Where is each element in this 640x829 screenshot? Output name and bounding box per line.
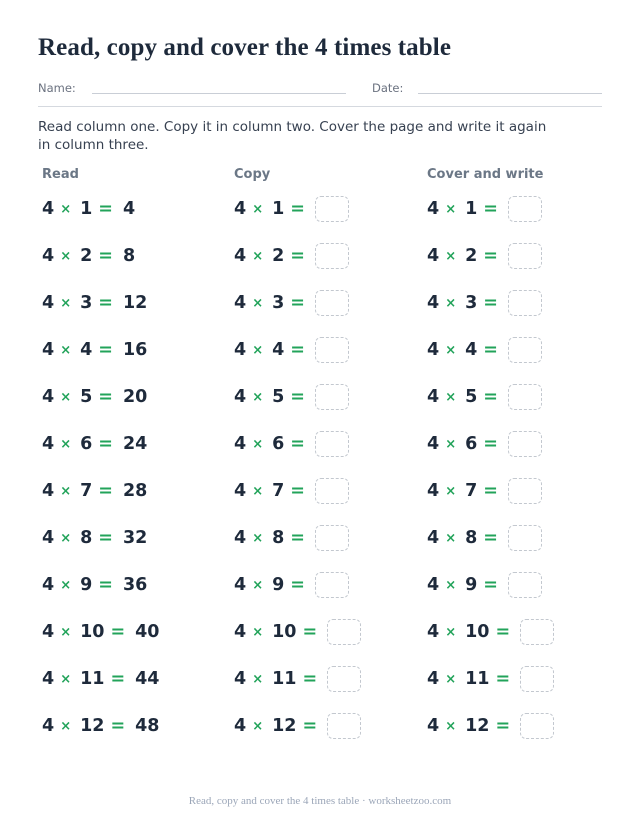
answer-box[interactable] — [508, 290, 542, 316]
times-sign: × — [60, 530, 72, 546]
read-row — [42, 477, 147, 505]
equals-sign: = — [483, 575, 498, 595]
read-row — [42, 289, 147, 317]
factor-a: 4 — [42, 199, 55, 219]
cover-row — [427, 242, 542, 270]
equals-sign: = — [483, 387, 498, 407]
read-row — [42, 242, 135, 270]
column-header-read: Read — [42, 167, 79, 182]
cover-row — [427, 618, 554, 646]
equals-sign: = — [290, 481, 305, 501]
product: 40 — [135, 622, 160, 642]
factor-a: 4 — [234, 481, 247, 501]
equals-sign: = — [98, 575, 113, 595]
times-sign: × — [445, 295, 457, 311]
cover-row — [427, 712, 554, 740]
read-row — [42, 524, 147, 552]
factor-b: 5 — [465, 387, 478, 407]
times-sign: × — [445, 248, 457, 264]
factor-a: 4 — [234, 340, 247, 360]
factor-b: 4 — [272, 340, 285, 360]
product: 4 — [122, 199, 136, 219]
factor-a: 4 — [234, 387, 247, 407]
copy-row — [234, 712, 361, 740]
product: 16 — [122, 340, 148, 360]
factor-a: 4 — [42, 669, 55, 689]
equals-sign: = — [302, 669, 318, 689]
factor-b: 12 — [80, 716, 105, 736]
copy-row — [234, 195, 349, 223]
factor-b: 11 — [272, 669, 297, 689]
cover-row — [427, 524, 542, 552]
times-sign: × — [60, 483, 72, 499]
times-sign: × — [60, 389, 72, 405]
times-sign: × — [252, 671, 264, 687]
equals-sign: = — [110, 716, 126, 736]
factor-b: 2 — [465, 246, 478, 266]
factor-a: 4 — [42, 434, 55, 454]
column-header-cover: Cover and write — [427, 167, 544, 182]
times-sign: × — [60, 201, 72, 217]
equals-sign: = — [483, 340, 498, 360]
times-sign: × — [252, 718, 264, 734]
factor-b: 6 — [80, 434, 93, 454]
times-sign: × — [445, 483, 457, 499]
factor-a: 4 — [427, 340, 440, 360]
copy-row — [234, 242, 349, 270]
factor-a: 4 — [42, 387, 55, 407]
answer-box[interactable] — [508, 384, 542, 410]
equals-sign: = — [483, 528, 498, 548]
times-sign: × — [252, 295, 264, 311]
cover-row — [427, 195, 542, 223]
factor-a: 4 — [234, 669, 247, 689]
times-sign: × — [252, 530, 264, 546]
equals-sign: = — [290, 434, 305, 454]
times-sign: × — [252, 436, 264, 452]
equals-sign: = — [483, 434, 498, 454]
equals-sign: = — [290, 387, 305, 407]
cover-row — [427, 430, 542, 458]
factor-b: 6 — [465, 434, 478, 454]
factor-a: 4 — [427, 716, 440, 736]
answer-box[interactable] — [315, 478, 349, 504]
times-sign: × — [252, 389, 264, 405]
answer-box[interactable] — [327, 619, 361, 645]
factor-b: 7 — [80, 481, 93, 501]
product: 48 — [135, 716, 160, 736]
page-footer: Read, copy and cover the 4 times table · worksheetzoo.com — [188, 795, 452, 807]
factor-a: 4 — [42, 622, 55, 642]
copy-row — [234, 289, 349, 317]
times-sign: × — [60, 624, 72, 640]
equals-sign: = — [302, 716, 318, 736]
factor-b: 12 — [272, 716, 297, 736]
answer-box[interactable] — [315, 572, 349, 598]
factor-a: 4 — [427, 528, 440, 548]
answer-box[interactable] — [327, 666, 361, 692]
factor-a: 4 — [42, 575, 55, 595]
cover-row — [427, 383, 542, 411]
answer-box[interactable] — [315, 290, 349, 316]
times-sign: × — [252, 624, 264, 640]
factor-a: 4 — [427, 669, 440, 689]
times-sign: × — [252, 342, 264, 358]
factor-b: 1 — [465, 199, 478, 219]
copy-row — [234, 477, 349, 505]
factor-b: 10 — [80, 622, 105, 642]
equals-sign: = — [290, 199, 305, 219]
times-sign: × — [252, 248, 264, 264]
factor-a: 4 — [42, 481, 55, 501]
equals-sign: = — [495, 622, 511, 642]
equals-sign: = — [98, 293, 113, 313]
product: 12 — [122, 293, 148, 313]
answer-box[interactable] — [508, 478, 542, 504]
factor-b: 2 — [80, 246, 93, 266]
times-sign: × — [252, 577, 264, 593]
factor-b: 10 — [465, 622, 490, 642]
cover-row — [427, 477, 542, 505]
equals-sign: = — [290, 575, 305, 595]
factor-a: 4 — [234, 528, 247, 548]
read-row — [42, 383, 147, 411]
answer-box[interactable] — [508, 525, 542, 551]
factor-b: 7 — [465, 481, 478, 501]
equals-sign: = — [495, 716, 511, 736]
equals-sign: = — [290, 293, 305, 313]
product: 20 — [122, 387, 148, 407]
equals-sign: = — [98, 246, 113, 266]
instructions: Read column one. Copy it in column two. Cover the page and write it again in column three. — [38, 119, 547, 153]
factor-b: 3 — [465, 293, 478, 313]
factor-b: 12 — [465, 716, 490, 736]
answer-box[interactable] — [315, 384, 349, 410]
factor-a: 4 — [234, 716, 247, 736]
equals-sign: = — [483, 293, 498, 313]
product: 36 — [122, 575, 148, 595]
times-sign: × — [445, 436, 457, 452]
factor-a: 4 — [42, 293, 55, 313]
factor-a: 4 — [234, 199, 247, 219]
factor-a: 4 — [234, 434, 247, 454]
times-sign: × — [445, 389, 457, 405]
read-row — [42, 430, 147, 458]
answer-box[interactable] — [508, 196, 542, 222]
header-divider — [38, 106, 602, 107]
times-sign: × — [445, 342, 457, 358]
factor-b: 10 — [272, 622, 297, 642]
copy-row — [234, 618, 361, 646]
times-sign: × — [252, 201, 264, 217]
equals-sign: = — [290, 246, 305, 266]
answer-box[interactable] — [315, 337, 349, 363]
times-sign: × — [445, 671, 457, 687]
equals-sign: = — [98, 340, 113, 360]
equals-sign: = — [98, 387, 113, 407]
factor-b: 4 — [465, 340, 478, 360]
name-label: Name: — [38, 81, 76, 95]
answer-box[interactable] — [508, 243, 542, 269]
answer-box[interactable] — [520, 619, 554, 645]
product: 8 — [122, 246, 136, 266]
factor-a: 4 — [427, 199, 440, 219]
equals-sign: = — [98, 481, 113, 501]
times-sign: × — [445, 577, 457, 593]
copy-row — [234, 336, 349, 364]
factor-a: 4 — [427, 481, 440, 501]
factor-b: 11 — [80, 669, 105, 689]
cover-row — [427, 665, 554, 693]
read-row — [42, 195, 135, 223]
answer-box[interactable] — [508, 572, 542, 598]
factor-a: 4 — [427, 387, 440, 407]
date-label: Date: — [372, 81, 404, 95]
factor-b: 8 — [80, 528, 93, 548]
factor-b: 9 — [272, 575, 285, 595]
answer-box[interactable] — [520, 713, 554, 739]
copy-row — [234, 524, 349, 552]
factor-b: 4 — [80, 340, 93, 360]
equals-sign: = — [495, 669, 511, 689]
product: 28 — [122, 481, 148, 501]
factor-a: 4 — [427, 622, 440, 642]
factor-b: 1 — [272, 199, 285, 219]
equals-sign: = — [98, 434, 113, 454]
factor-b: 8 — [272, 528, 285, 548]
times-sign: × — [445, 530, 457, 546]
equals-sign: = — [483, 481, 498, 501]
times-sign: × — [60, 577, 72, 593]
equals-sign: = — [302, 622, 318, 642]
name-field[interactable] — [92, 93, 346, 94]
product: 24 — [122, 434, 148, 454]
read-row — [42, 712, 159, 740]
answer-box[interactable] — [315, 525, 349, 551]
factor-b: 11 — [465, 669, 490, 689]
equals-sign: = — [110, 669, 126, 689]
answer-box[interactable] — [315, 243, 349, 269]
copy-row — [234, 665, 361, 693]
answer-box[interactable] — [315, 196, 349, 222]
factor-b: 9 — [80, 575, 93, 595]
equals-sign: = — [98, 199, 113, 219]
answer-box[interactable] — [327, 713, 361, 739]
factor-a: 4 — [427, 575, 440, 595]
factor-a: 4 — [427, 293, 440, 313]
answer-box[interactable] — [520, 666, 554, 692]
factor-b: 8 — [465, 528, 478, 548]
factor-a: 4 — [427, 246, 440, 266]
factor-b: 7 — [272, 481, 285, 501]
factor-a: 4 — [427, 434, 440, 454]
factor-b: 5 — [272, 387, 285, 407]
cover-row — [427, 336, 542, 364]
read-row — [42, 665, 159, 693]
factor-b: 3 — [272, 293, 285, 313]
answer-box[interactable] — [315, 431, 349, 457]
times-sign: × — [60, 248, 72, 264]
read-row — [42, 618, 159, 646]
factor-b: 2 — [272, 246, 285, 266]
copy-row — [234, 430, 349, 458]
factor-a: 4 — [234, 575, 247, 595]
equals-sign: = — [98, 528, 113, 548]
page-title: Read, copy and cover the 4 times table — [38, 34, 452, 61]
answer-box[interactable] — [508, 431, 542, 457]
factor-a: 4 — [42, 716, 55, 736]
factor-a: 4 — [42, 528, 55, 548]
factor-b: 1 — [80, 199, 93, 219]
factor-a: 4 — [234, 246, 247, 266]
copy-row — [234, 571, 349, 599]
times-sign: × — [60, 436, 72, 452]
equals-sign: = — [290, 340, 305, 360]
times-sign: × — [60, 295, 72, 311]
factor-b: 5 — [80, 387, 93, 407]
equals-sign: = — [290, 528, 305, 548]
equals-sign: = — [483, 199, 498, 219]
read-row — [42, 336, 147, 364]
factor-b: 9 — [465, 575, 478, 595]
times-sign: × — [60, 718, 72, 734]
times-sign: × — [252, 483, 264, 499]
factor-a: 4 — [234, 622, 247, 642]
factor-b: 6 — [272, 434, 285, 454]
read-row — [42, 571, 147, 599]
cover-row — [427, 571, 542, 599]
equals-sign: = — [483, 246, 498, 266]
times-sign: × — [445, 624, 457, 640]
cover-row — [427, 289, 542, 317]
times-sign: × — [60, 342, 72, 358]
factor-a: 4 — [42, 246, 55, 266]
copy-row — [234, 383, 349, 411]
answer-box[interactable] — [508, 337, 542, 363]
times-sign: × — [445, 718, 457, 734]
equals-sign: = — [110, 622, 126, 642]
factor-a: 4 — [234, 293, 247, 313]
column-header-copy: Copy — [234, 167, 271, 182]
factor-a: 4 — [42, 340, 55, 360]
times-sign: × — [60, 671, 72, 687]
factor-b: 3 — [80, 293, 93, 313]
date-field[interactable] — [418, 93, 602, 94]
product: 44 — [135, 669, 160, 689]
times-sign: × — [445, 201, 457, 217]
product: 32 — [122, 528, 148, 548]
